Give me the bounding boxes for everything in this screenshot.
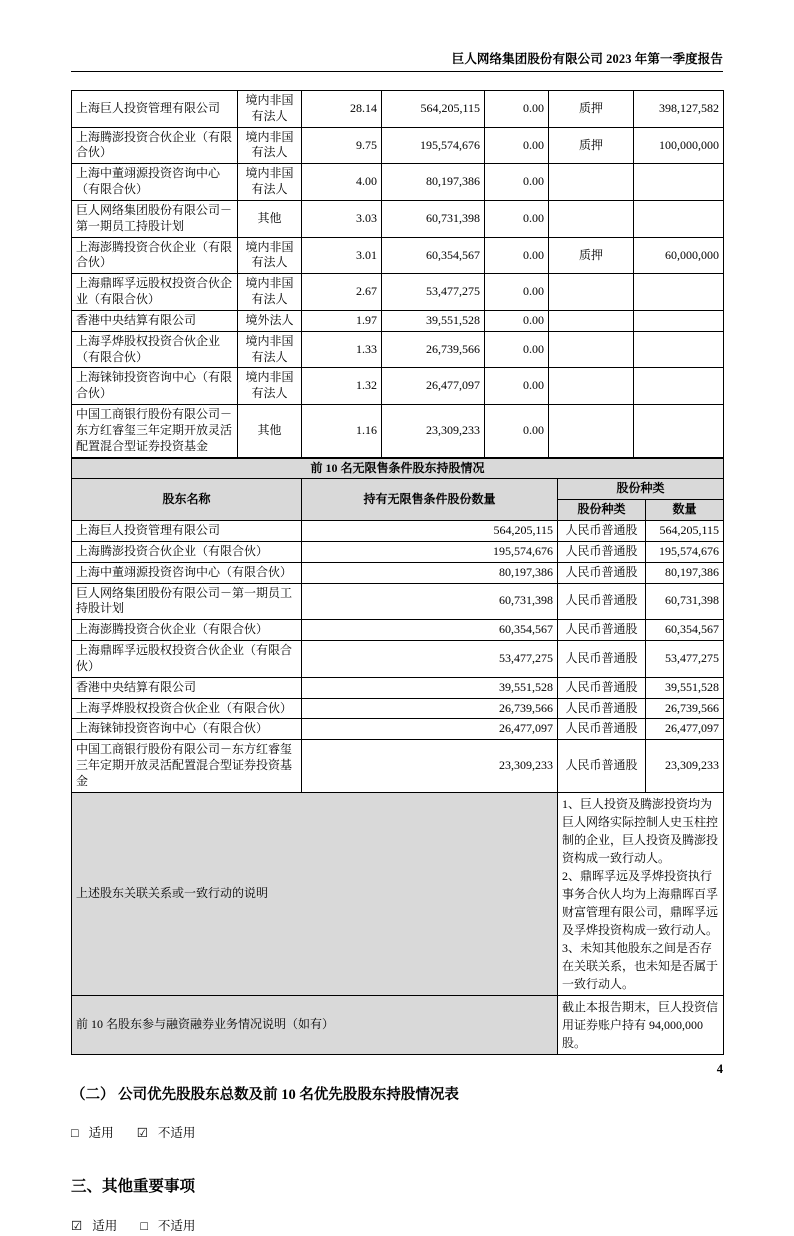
cell-pledge-status: [549, 200, 634, 237]
table-row: [72, 405, 724, 457]
cell-share-class: 人民币普通股: [558, 641, 646, 678]
cell-shareholder-name: 上海孚烨股权投资合伙企业（有限合伙）: [72, 698, 302, 719]
cell-pledge-status: [549, 310, 634, 331]
table-row: [72, 641, 724, 678]
cell-share-class-quantity: 564,205,115: [646, 521, 724, 542]
cell-shares-held: 564,205,115: [382, 91, 485, 128]
checkbox-icon: □: [140, 1219, 148, 1234]
cell-pledge-status: 质押: [549, 127, 634, 164]
table-row: [72, 620, 724, 641]
table-row: [72, 91, 724, 128]
header-unrestricted-quantity: 持有无限售条件股份数量: [302, 479, 558, 521]
cell-shareholder-name: 上海铼铈投资咨询中心（有限合伙）: [72, 368, 238, 405]
cell-restricted-shares: 0.00: [485, 237, 549, 274]
other-not-applicable-label: 不适用: [157, 1219, 196, 1234]
cell-holder-type: 境内非国有法人: [238, 274, 302, 311]
cell-share-class: 人民币普通股: [558, 719, 646, 740]
other-not-applicable-option[interactable]: [140, 1219, 205, 1233]
table-row: [72, 698, 724, 719]
table-header-row: [72, 479, 724, 500]
cell-share-class: 人民币普通股: [558, 677, 646, 698]
running-header: 巨人网络集团股份有限公司 2023 年第一季度报告: [451, 52, 723, 66]
cell-share-class-quantity: 60,354,567: [646, 620, 724, 641]
other-matters-heading: 三、其他重要事项: [71, 1178, 196, 1196]
cell-pledge-status: [549, 164, 634, 201]
cell-share-class: 人民币普通股: [558, 740, 646, 792]
other-applicable-label: 适用: [92, 1219, 118, 1234]
unrestricted-shareholders-table: [71, 458, 724, 1055]
cell-shares-held: 60,354,567: [382, 237, 485, 274]
cell-percent: 28.14: [302, 91, 382, 128]
cell-pledge-status: [549, 405, 634, 457]
cell-percent: 1.32: [302, 368, 382, 405]
cell-shares-held: 39,551,528: [382, 310, 485, 331]
relation-note-body: [558, 792, 724, 995]
checkbox-icon: □: [71, 1125, 79, 1140]
cell-percent: 3.01: [302, 237, 382, 274]
cell-unrestricted-quantity: 60,354,567: [302, 620, 558, 641]
margin-note-row: [72, 995, 724, 1054]
header-share-class-quantity: 数量: [646, 500, 724, 521]
preferred-not-applicable-option[interactable]: [137, 1126, 206, 1140]
cell-shares-held: 60,731,398: [382, 200, 485, 237]
cell-holder-type: 境内非国有法人: [238, 331, 302, 368]
cell-shareholder-name: 上海巨人投资管理有限公司: [72, 91, 238, 128]
cell-pledge-status: 质押: [549, 237, 634, 274]
cell-restricted-shares: 0.00: [485, 405, 549, 457]
preferred-applicable-option[interactable]: [71, 1126, 124, 1140]
cell-pledge-status: [549, 274, 634, 311]
cell-share-class: 人民币普通股: [558, 620, 646, 641]
cell-percent: 1.16: [302, 405, 382, 457]
cell-shares-held: 26,477,097: [382, 368, 485, 405]
relation-note-row: [72, 792, 724, 995]
cell-holder-type: 境内非国有法人: [238, 91, 302, 128]
cell-shareholder-name: 中国工商银行股份有限公司－东方红睿玺三年定期开放灵活配置混合型证券投资基金: [72, 405, 238, 457]
cell-shareholder-name: 上海巨人投资管理有限公司: [72, 521, 302, 542]
cell-share-class: 人民币普通股: [558, 583, 646, 620]
cell-shareholder-name: 上海鼎晖孚远股权投资合伙企业（有限合伙）: [72, 641, 302, 678]
table-row: [72, 331, 724, 368]
cell-holder-type: 境内非国有法人: [238, 127, 302, 164]
cell-percent: 3.03: [302, 200, 382, 237]
cell-share-class-quantity: 195,574,676: [646, 541, 724, 562]
table-row: [72, 237, 724, 274]
cell-holder-type: 境外法人: [238, 310, 302, 331]
cell-shares-held: 80,197,386: [382, 164, 485, 201]
cell-shares-held: 26,739,566: [382, 331, 485, 368]
preferred-shares-heading: （二） 公司优先股股东总数及前 10 名优先股股东持股情况表: [71, 1086, 459, 1103]
cell-pledge-quantity: [634, 164, 724, 201]
table-row: [72, 127, 724, 164]
cell-shares-held: 23,309,233: [382, 405, 485, 457]
cell-unrestricted-quantity: 60,731,398: [302, 583, 558, 620]
cell-share-class: 人民币普通股: [558, 541, 646, 562]
cell-pledge-quantity: 60,000,000: [634, 237, 724, 274]
cell-pledge-quantity: [634, 368, 724, 405]
table-row: [72, 274, 724, 311]
cell-shareholder-name: 上海腾澎投资合伙企业（有限合伙）: [72, 127, 238, 164]
cell-shareholder-name: 上海中董翊源投资咨询中心（有限合伙）: [72, 164, 238, 201]
cell-holder-type: 其他: [238, 405, 302, 457]
cell-holder-type: 境内非国有法人: [238, 237, 302, 274]
preferred-applicable-label: 适用: [88, 1125, 114, 1140]
cell-percent: 9.75: [302, 127, 382, 164]
table-row: [72, 562, 724, 583]
cell-percent: 4.00: [302, 164, 382, 201]
cell-unrestricted-quantity: 26,739,566: [302, 698, 558, 719]
header-share-class: 股份种类: [558, 500, 646, 521]
cell-pledge-status: [549, 331, 634, 368]
cell-restricted-shares: 0.00: [485, 274, 549, 311]
cell-pledge-quantity: [634, 405, 724, 457]
cell-share-class-quantity: 26,477,097: [646, 719, 724, 740]
cell-pledge-status: 质押: [549, 91, 634, 128]
cell-pledge-status: [549, 368, 634, 405]
cell-share-class-quantity: 23,309,233: [646, 740, 724, 792]
cell-shareholder-name: 香港中央结算有限公司: [72, 310, 238, 331]
cell-share-class: 人民币普通股: [558, 521, 646, 542]
cell-shareholder-name: 上海澎腾投资合伙企业（有限合伙）: [72, 237, 238, 274]
checkbox-checked-icon: ☑: [71, 1219, 83, 1234]
cell-shareholder-name: 上海腾澎投资合伙企业（有限合伙）: [72, 541, 302, 562]
cell-shareholder-name: 巨人网络集团股份有限公司－第一期员工持股计划: [72, 583, 302, 620]
cell-unrestricted-quantity: 195,574,676: [302, 541, 558, 562]
relation-note-label: 上述股东关联关系或一致行动的说明: [72, 792, 558, 995]
cell-restricted-shares: 0.00: [485, 127, 549, 164]
cell-share-class-quantity: 60,731,398: [646, 583, 724, 620]
table-row: [72, 583, 724, 620]
cell-unrestricted-quantity: 39,551,528: [302, 677, 558, 698]
cell-restricted-shares: 0.00: [485, 310, 549, 331]
cell-pledge-quantity: [634, 331, 724, 368]
table-row: [72, 719, 724, 740]
cell-pledge-quantity: [634, 274, 724, 311]
preferred-shares-applicability: [71, 1125, 723, 1143]
table-row: [72, 677, 724, 698]
cell-pledge-quantity: 398,127,582: [634, 91, 724, 128]
other-applicable-option[interactable]: [71, 1219, 127, 1233]
relation-note-line: 3、未知其他股东之间是否存在关联关系，也未知是否属于一致行动人。: [562, 940, 719, 991]
unrestricted-band-title: 前 10 名无限售条件股东持股情况: [72, 458, 724, 479]
cell-share-class-quantity: 26,739,566: [646, 698, 724, 719]
table-row: [72, 200, 724, 237]
cell-shareholder-name: 上海澎腾投资合伙企业（有限合伙）: [72, 620, 302, 641]
table-row: [72, 541, 724, 562]
header-rule: [71, 71, 723, 72]
cell-unrestricted-quantity: 564,205,115: [302, 521, 558, 542]
checkbox-checked-icon: ☑: [136, 1125, 148, 1140]
header-share-class-group: 股份种类: [558, 479, 724, 500]
cell-unrestricted-quantity: 26,477,097: [302, 719, 558, 740]
cell-restricted-shares: 0.00: [485, 368, 549, 405]
cell-shareholder-name: 上海孚烨股权投资合伙企业（有限合伙）: [72, 331, 238, 368]
cell-pledge-quantity: [634, 200, 724, 237]
restricted-shareholders-table: [71, 90, 724, 458]
cell-percent: 1.33: [302, 331, 382, 368]
other-matters-applicability: [71, 1218, 723, 1236]
cell-share-class: 人民币普通股: [558, 562, 646, 583]
cell-unrestricted-quantity: 53,477,275: [302, 641, 558, 678]
cell-restricted-shares: 0.00: [485, 164, 549, 201]
table-row: [72, 368, 724, 405]
cell-holder-type: 其他: [238, 200, 302, 237]
page-number: 4: [716, 1062, 723, 1076]
cell-share-class-quantity: 39,551,528: [646, 677, 724, 698]
header-shareholder-name: 股东名称: [72, 479, 302, 521]
preferred-not-applicable-label: 不适用: [157, 1125, 196, 1140]
cell-shares-held: 195,574,676: [382, 127, 485, 164]
cell-share-class-quantity: 80,197,386: [646, 562, 724, 583]
cell-unrestricted-quantity: 80,197,386: [302, 562, 558, 583]
table-band-row: [72, 458, 724, 479]
table-row: [72, 740, 724, 792]
cell-unrestricted-quantity: 23,309,233: [302, 740, 558, 792]
cell-restricted-shares: 0.00: [485, 200, 549, 237]
cell-holder-type: 境内非国有法人: [238, 164, 302, 201]
cell-shares-held: 53,477,275: [382, 274, 485, 311]
table-row: [72, 164, 724, 201]
relation-note-line: 1、巨人投资及腾澎投资均为巨人网络实际控制人史玉柱控制的企业，巨人投资及腾澎投资构成一致行动人。: [562, 796, 719, 865]
cell-shareholder-name: 中国工商银行股份有限公司－东方红睿玺三年定期开放灵活配置混合型证券投资基金: [72, 740, 302, 792]
cell-percent: 1.97: [302, 310, 382, 331]
margin-note-label: 前 10 名股东参与融资融券业务情况说明（如有）: [72, 995, 558, 1054]
cell-pledge-quantity: [634, 310, 724, 331]
cell-pledge-quantity: 100,000,000: [634, 127, 724, 164]
cell-shareholder-name: 巨人网络集团股份有限公司－第一期员工持股计划: [72, 200, 238, 237]
cell-share-class-quantity: 53,477,275: [646, 641, 724, 678]
table-row: [72, 521, 724, 542]
margin-note-body: 截止本报告期末，巨人投资信用证券账户持有 94,000,000 股。: [558, 995, 724, 1054]
cell-shareholder-name: 上海鼎晖孚远股权投资合伙企业（有限合伙）: [72, 274, 238, 311]
cell-restricted-shares: 0.00: [485, 331, 549, 368]
cell-holder-type: 境内非国有法人: [238, 368, 302, 405]
cell-shareholder-name: 香港中央结算有限公司: [72, 677, 302, 698]
cell-percent: 2.67: [302, 274, 382, 311]
cell-share-class: 人民币普通股: [558, 698, 646, 719]
relation-note-line: 2、鼎晖孚远及孚烨投资执行事务合伙人均为上海鼎晖百孚财富管理有限公司，鼎晖孚远及孚烨投资构成一致行动人。: [562, 868, 719, 937]
table-row: [72, 310, 724, 331]
cell-restricted-shares: 0.00: [485, 91, 549, 128]
cell-shareholder-name: 上海中董翊源投资咨询中心（有限合伙）: [72, 562, 302, 583]
cell-shareholder-name: 上海铼铈投资咨询中心（有限合伙）: [72, 719, 302, 740]
